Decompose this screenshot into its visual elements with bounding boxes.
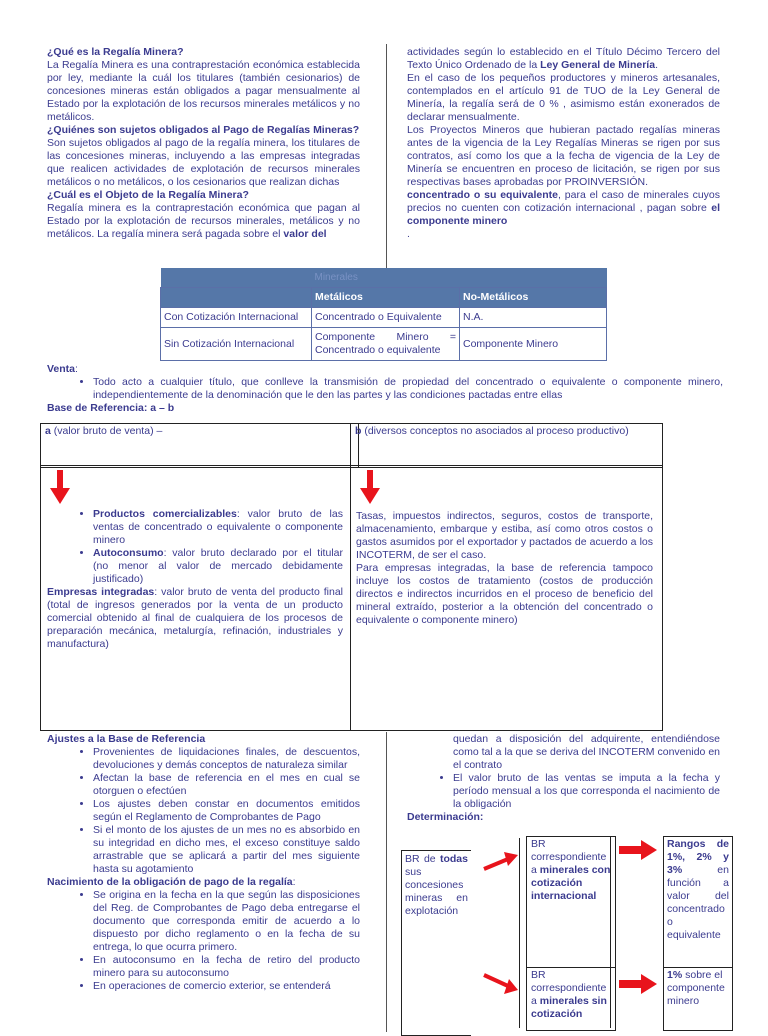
uno-box: 1% sobre el componente minero xyxy=(663,967,733,1031)
list-item: • Se origina en la fecha en la que según las disposiciones del Reg. de Comprobantes de Pago deba entregarse el documento que corresponda emitir de acuerdo a lo dispuesto por dicho reglamento o en la fecha de su entrega, lo que ocurra primero. xyxy=(93,889,360,954)
row-label: Con Cotización Internacional xyxy=(161,308,312,328)
diagonal-down-arrow-icon xyxy=(482,972,518,994)
paragraph-proyectos: Los Proyectos Mineros que hubieran pactado regalías mineras antes de la vigencia de la Ley Regalías Mineras se rigen por sus contratos, así como los que a la fecha de vigencia de la Ley de Minería se encuentren en proceso de licitación, se rigen por sus respectivas bases aprobadas por PROINVERSIÓN. xyxy=(407,124,720,188)
header-no-metalicos: No-Metálicos xyxy=(460,288,607,308)
base-title: Base de Referencia: a – b xyxy=(47,402,175,414)
paragraph-integradas: Para empresas integradas, la base de referencia tampoco incluye los costos de tratamiento (costos de producción directos e indirectos incurridos en el proceso de beneficio del mineral extraído, posterior a la obtención del concentrado o equivalente o componente minero) xyxy=(356,562,653,626)
heading-que-es: ¿Qué es la Regalía Minera? xyxy=(47,46,184,58)
br-con-box: BR correspondiente a minerales con cotización internacional xyxy=(526,836,616,968)
column-divider xyxy=(386,44,387,269)
list-item: • En operaciones de comercio exterior, se entenderá xyxy=(93,980,360,993)
br-sin-box: BR correspondiente a minerales sin cotización xyxy=(526,967,616,1031)
venta-bullet: • Todo acto a cualquier título, que conlleve la transmisión de propiedad del concentrado o equivalente o componente minero, independientemente de la denominación que le den las partes y las condiciones pactadas entre ellas xyxy=(93,376,723,402)
list-item: • Afectan la base de referencia en el mes en cual se otorguen o efectúen xyxy=(93,772,360,798)
down-arrow-icon xyxy=(360,470,380,504)
right-arrow-icon xyxy=(619,840,657,860)
table-row xyxy=(161,308,607,328)
table-header-row xyxy=(161,288,607,308)
table-header-row-top xyxy=(161,268,607,288)
minerals-table xyxy=(160,268,607,361)
cell-metal: Componente Minero = Concentrado o equivalente xyxy=(312,328,460,361)
list-item: • Autoconsumo: valor bruto declarado por el titular (no menor al valor de mercado debidamente justificado) xyxy=(93,547,343,586)
list-item: • En autoconsumo en la fecha de retiro del producto minero para su autoconsumo xyxy=(93,954,360,980)
paragraph-sujetos: Son sujetos obligados al pago de la regalía minera, los titulares de las concesiones mineras, incluyendo a las empresas integradas que realicen actividades de explotación de recursos minerales metálicos o no metálicos, o los cesionarios que realizan dichas xyxy=(47,137,360,188)
left-column-bottom: Ajustes a la Base de Referencia • Provenientes de liquidaciones finales, de descuentos, devoluciones y demás conceptos de naturaleza similar • Afectan la base de referencia en el mes en cual se otorguen o efectúen • Los ajustes deben constar en documentos emitidos según el Reglamento de Comprobantes de Pago • Si el monto de los ajustes de un mes no es absorbido en su integridad en dicho mes, el exceso constituye saldo arrastrable que se aplicará a partir del mes siguiente hasta su agotamiento Nacimiento de la obligación de pago de la regalía: • Se origina en la fecha en la que según las disposiciones del Reg. de Comprobantes de Pago deba entregarse el documento que corresponda emitir de acuerdo a lo dispuesto por dicho reglamento o en la fecha de su entrega, lo que ocurra primero. • En autoconsumo en la fecha de retiro del producto minero para su autoconsumo • En operaciones de comercio exterior, se entenderá xyxy=(47,733,360,993)
right-column-top xyxy=(407,46,720,241)
right-column-bottom xyxy=(407,733,720,824)
br-todas-box: BR de todas sus concesiones mineras en explotación xyxy=(401,850,471,1036)
paragraph-pequenos: En el caso de los pequeños productores y mineros artesanales, contemplados en el artículo 91 de TUO de la Ley General de Minería, la regalía será de 0 % , asimismo están exonerados de declarar mensualmente. xyxy=(407,72,720,123)
venta-section: Venta: • Todo acto a cualquier título, que conlleve la transmisión de propiedad del concentrado o equivalente o componente minero, independientemente de la denominación que le den las partes y las condiciones pactadas entre ellas Base de Referencia: a – b xyxy=(47,363,723,415)
base-box-b-header: b (diversos conceptos no asociados al proceso productivo) xyxy=(350,423,663,468)
rangos-box: Rangos de 1%, 2% y 3% en función a valor del concentrado o equivalente xyxy=(663,836,733,968)
paragraph-actividades: actividades según lo establecido en el Título Décimo Tercero del Texto Único Ordenado de la Ley General de Minería. xyxy=(407,46,720,71)
left-column-top xyxy=(47,46,360,241)
column-divider xyxy=(386,732,387,1032)
diagonal-up-arrow-icon xyxy=(482,852,518,872)
ajustes-title: Ajustes a la Base de Referencia xyxy=(47,733,206,745)
paragraph-que-es: La Regalía Minera es una contraprestación económica establecida por ley, mediante la cuál los titulares (también cesionarios) de concesiones mineras están obligados a pagar mensualmente al Estado por la explotación de los recursos minerales metálicos y no metálicos. xyxy=(47,59,360,123)
header-minerales: Minerales xyxy=(312,268,607,288)
down-arrow-icon xyxy=(50,470,70,504)
cell-nometal: Componente Minero xyxy=(460,328,607,361)
base-b-content xyxy=(356,510,653,627)
list-item: • Provenientes de liquidaciones finales, de descuentos, devoluciones y demás conceptos de naturaleza similar xyxy=(93,746,360,772)
list-item: • El valor bruto de las ventas se imputa a la fecha y período mensual a los que corresponda el nacimiento de la obligación xyxy=(453,772,720,811)
base-box-a-header: a (valor bruto de venta) – xyxy=(40,423,359,468)
venta-title: Venta xyxy=(47,363,76,375)
heading-objeto: ¿Cuál es el Objeto de la Regalía Minera? xyxy=(47,189,249,201)
base-a-content xyxy=(47,508,343,651)
table-row xyxy=(161,328,607,361)
paragraph-tasas: Tasas, impuestos indirectos, seguros, costos de transporte, almacenamiento, embarque y estiba, así como otros costos o gastos asumidos por el exportador y pactados de acuerdo a los INCOTERM, de ser el caso. xyxy=(356,510,653,561)
empresas-integradas: Empresas integradas: valor bruto de venta del producto final (total de ingresos generados por la venta de un producto comercial obtenido al final de cualquiera de los procesos de preparación mecánica, metalurgía, refinación, industriales y manufactura) xyxy=(47,586,343,650)
header-metalicos: Metálicos xyxy=(312,288,460,308)
heading-sujetos: ¿Quiénes son sujetos obligados al Pago de Regalías Mineras? xyxy=(47,124,360,136)
paragraph-dot: . xyxy=(407,228,410,240)
list-item: • Si el monto de los ajustes de un mes no es absorbido en su integridad en dicho mes, el exceso constituye saldo arrastrable que se aplicará a partir del mes siguiente hasta su agotamiento xyxy=(93,824,360,876)
right-arrow-icon xyxy=(619,974,657,994)
list-item: • Los ajustes deben constar en documentos emitidos según el Reglamento de Comprobantes de Pago xyxy=(93,798,360,824)
determinacion-title: Determinación: xyxy=(407,811,484,823)
nacimiento-title: Nacimiento de la obligación de pago de la regalía xyxy=(47,876,293,888)
paragraph-concentrado: concentrado o su equivalente, para el caso de minerales cuyos precios no cuenten con cotización internacional , pagan sobre el componente minero xyxy=(407,189,720,227)
paragraph-quedan: quedan a disposición del adquirente, entendiéndose como tal a la que se deriva del INCOTERM convenido en el contrato xyxy=(453,733,720,771)
list-item: • Productos comercializables: valor bruto de las ventas de concentrado o equivalente o componente minero xyxy=(93,508,343,547)
paragraph-objeto: Regalía minera es la contraprestación económica que pagan al Estado por la explotación de recursos minerales, metálicos y no metálicos. La regalía minera será pagada sobre el valor del xyxy=(47,202,360,240)
cell-nometal: N.A. xyxy=(460,308,607,328)
row-label: Sin Cotización Internacional xyxy=(161,328,312,361)
cell-metal: Concentrado o Equivalente xyxy=(312,308,460,328)
